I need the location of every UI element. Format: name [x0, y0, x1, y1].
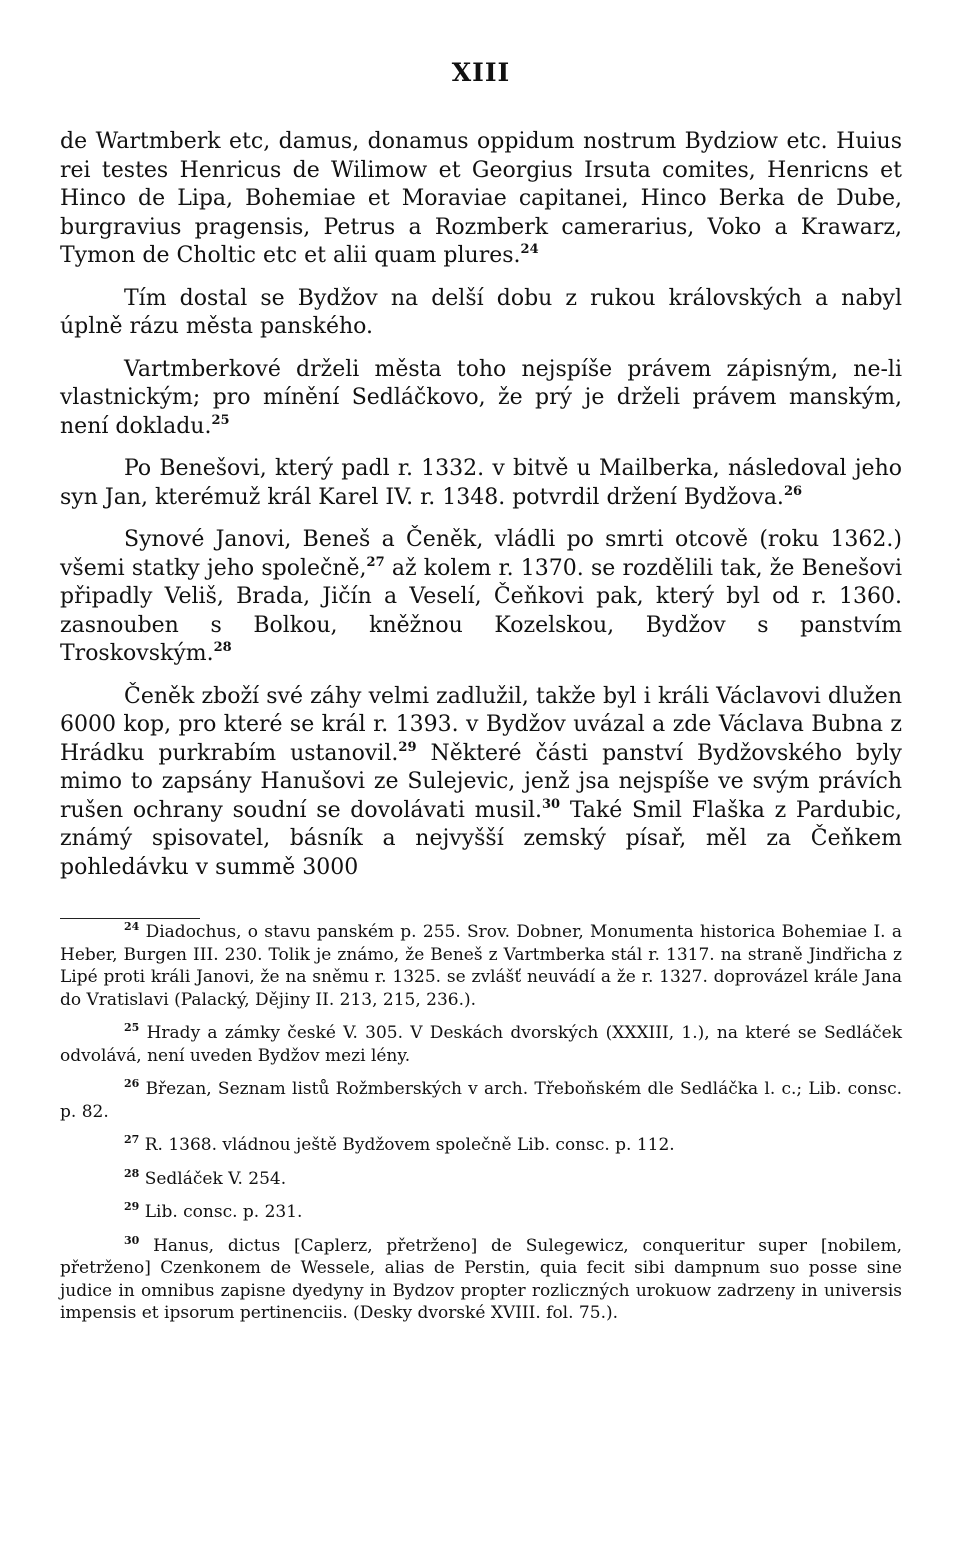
footnote-ref: 25: [211, 412, 230, 428]
paragraph-5: [60, 526, 902, 669]
footnote-text: Hrady a zámky české V. 305. V Deskách dvorských (XXXIII, 1.), na které se Sedláček odvolává, není uveden Bydžov mezi lény.: [60, 1023, 903, 1066]
footnote-separator: [60, 918, 200, 919]
paragraph-text: Čeněk zboží své záhy velmi zadlužil, takže byl i králi Václavovi dlužen 6000 kop, pro které se král r. 1393. v Bydžov uvázal a zde Václava Bubna z Hrádku purkrabím ustanovil.: [60, 683, 902, 766]
footnotes: [60, 921, 902, 1325]
paragraph-text: Po Benešovi, který padl r. 1332. v bitvě u Mailberka, následoval jeho syn Jan, kterémuž král Karel IV. r. 1348. potvrdil držení Bydžova.: [60, 456, 902, 510]
paragraph-2: [60, 285, 902, 342]
footnote-mark: 25: [124, 1021, 140, 1034]
paragraph-1: [60, 128, 902, 271]
main-text: [60, 128, 902, 882]
footnote-text: R. 1368. vládnou ještě Bydžovem společně Lib. consc. p. 112.: [144, 1135, 675, 1155]
footnote-28: [60, 1168, 902, 1191]
paragraph-text: Také Smil Flaška z Pardubic, známý spisovatel, básník a nejvyšší zemský písař, měl za Čeňkem pohledávku v summě 3000: [60, 797, 903, 880]
footnote-ref: 26: [783, 483, 803, 499]
paragraph-6: [60, 683, 902, 883]
footnote-27: [60, 1134, 902, 1157]
footnote-text: Sedláček V. 254.: [144, 1168, 287, 1189]
page-number: XIII: [451, 58, 511, 87]
footnote-ref: 24: [520, 242, 539, 257]
footnote-29: [60, 1201, 902, 1224]
footnote-mark: 27: [124, 1133, 140, 1146]
footnote-ref: 30: [542, 796, 561, 812]
footnote-mark: 30: [124, 1233, 140, 1247]
footnote-text: Březan, Seznam listů Rožmberských v arch. Třeboňském dle Sedláčka l. c.; Lib. consc. p. 82.: [60, 1079, 903, 1122]
paragraph-text: Tím dostal se Bydžov na delší dobu z rukou královských a nabyl úplně rázu města panského.: [60, 285, 902, 339]
footnote-text: Hanus, dictus [Caplerz, přetrženo] de Sulegewicz, conqueritur super [nobilem, přetrženo] Czenkonem de Wessele, alias de Perstin, quia fecit sibi dampnum suo posse sine judice in omnibus zapisne dyedyny in Bydzov propter rozliczných urokuow zadrzeny in universis impensis et ipsorum pertinenciis. (Desky dvorské XVIII. fol. 75.).: [60, 1235, 902, 1323]
footnote-ref: 29: [398, 739, 417, 755]
footnote-mark: 29: [124, 1200, 140, 1213]
paragraph-text: až kolem r. 1370. se rozdělili tak, že Benešovi připadly Veliš, Brada, Jičín a Veselí, Čeňkovi pak, který byl od r. 1360. zasnouben s Bolkou, kněžnou Kozelskou, Bydžov s panstvím Troskovským.: [60, 555, 902, 666]
paragraph-text: Některé části panství Bydžovského byly mimo to zapsány Hanušovi ze Sulejevic, jenž jsa nejspíše ve svým právích rušen ochrany soudní se dovolávati musil.: [60, 740, 902, 823]
footnote-mark: 24: [124, 920, 140, 933]
paragraph-4: [60, 455, 902, 512]
paragraph-text: Synové Janovi, Beneš a Čeněk, vládli po smrti otcově (roku 1362.) všemi statky jeho společně,: [60, 527, 902, 581]
paragraph-3: [60, 356, 902, 442]
footnote-text: Lib. consc. p. 231.: [144, 1202, 303, 1222]
footnote-24: [60, 921, 902, 1011]
footnote-25: [60, 1022, 902, 1067]
footnote-ref: 27: [366, 554, 385, 570]
footnote-mark: 28: [124, 1166, 140, 1180]
footnote-26: [60, 1078, 902, 1123]
paragraph-text: de Wartmberk etc, damus, donamus oppidum nostrum Bydziow etc. Huius rei testes Henricus de Wilimow et Georgius Irsuta comites, Henricns et Hinco de Lipa, Bohemiae et Moraviae capitanei, Hinco Berka de Dube, burgravius pragensis, Petrus a Rozmberk camerarius, Voko a Krawarz, Tymon de Choltic etc et alii quam plures.: [60, 129, 902, 268]
footnote-ref: 28: [213, 640, 232, 655]
footnote-text: Diadochus, o stavu panském p. 255. Srov. Dobner, Monumenta historica Bohemiae I. a Heber, Burgen III. 230. Tolik je známo, že Beneš z Vartmberka stál r. 1317. na straně Jindřicha z Lipé proti králi Janovi, že na sněmu r. 1325. se zvlášť neuvádí a že r. 1327. doprovázel krále Jana do Vratislavi (Palacký, Dějiny II. 213, 215, 236.).: [60, 922, 902, 1010]
footnote-30: [60, 1235, 902, 1325]
footnote-mark: 26: [124, 1077, 140, 1090]
paragraph-text: Vartmberkové drželi města toho nejspíše právem zápisným, ne-li vlastnickým; pro mínění Sedláčkovo, že prý je drželi právem manským, není dokladu.: [60, 356, 902, 439]
